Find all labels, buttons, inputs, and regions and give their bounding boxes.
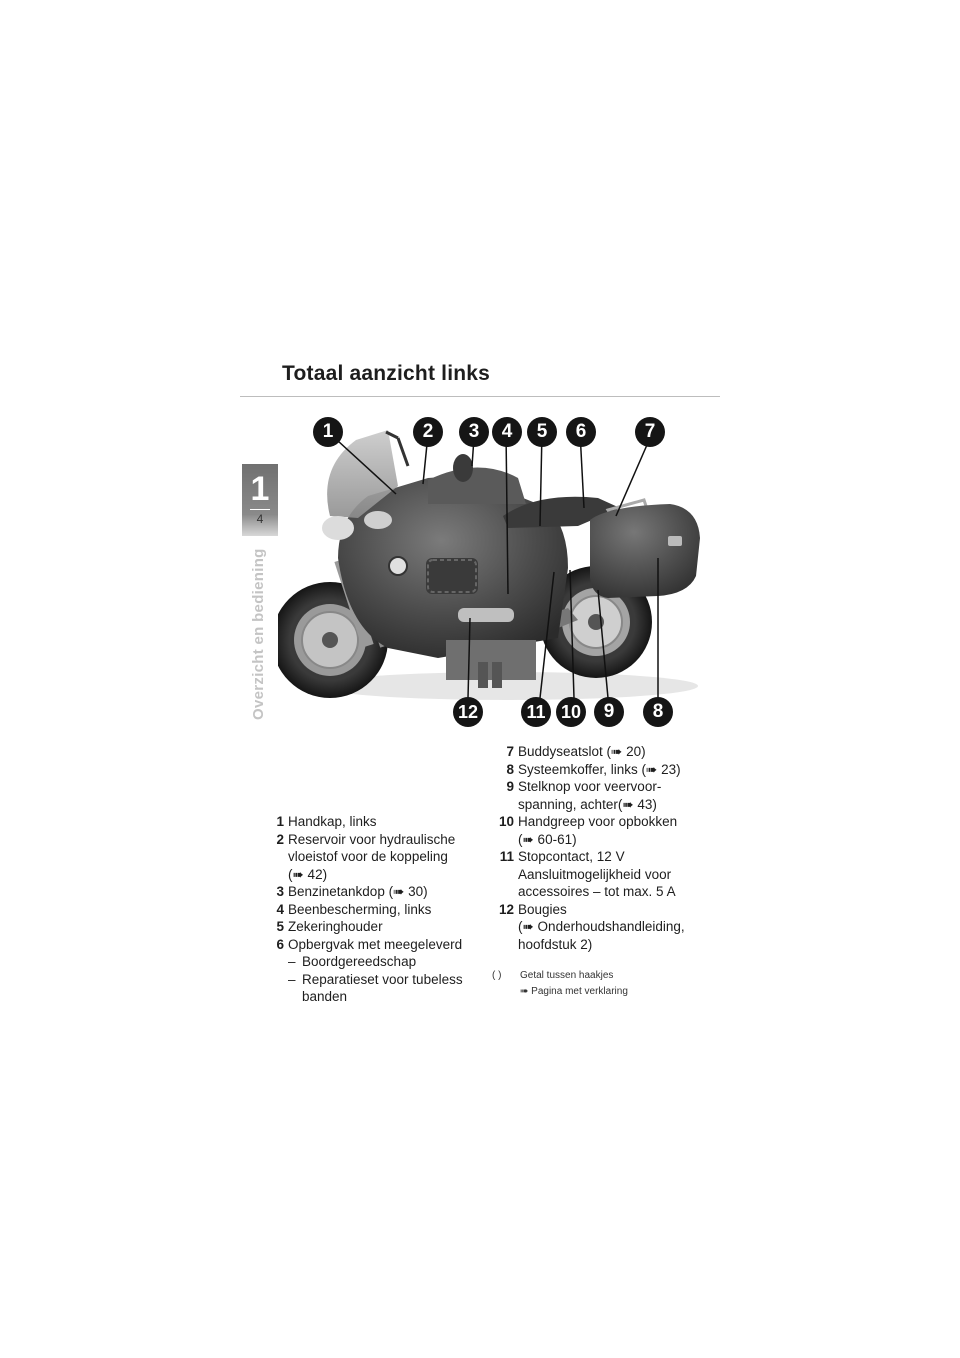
legend-item bbox=[258, 901, 488, 919]
legend-item bbox=[258, 831, 488, 884]
legend-item bbox=[488, 743, 724, 761]
legend-number: 1 bbox=[276, 814, 284, 829]
chapter-divider bbox=[250, 509, 270, 510]
legend-line: vloeistof voor de koppeling bbox=[288, 849, 448, 864]
motorcycle-photo bbox=[278, 408, 718, 726]
legend-left bbox=[258, 813, 488, 1006]
legend-line: Opbergvak met meegeleverd bbox=[288, 936, 463, 952]
legend-line: Handkap, links bbox=[288, 814, 377, 829]
legend-line: Aansluitmogelijkheid voor bbox=[518, 866, 672, 882]
callout-badge-10: 10 bbox=[556, 697, 586, 727]
legend-number: 5 bbox=[276, 919, 284, 934]
legend-line: Boordgereedschap bbox=[302, 954, 417, 969]
legend-item bbox=[488, 761, 724, 779]
legend-line: Bougies bbox=[518, 901, 567, 917]
legend-line: Stopcontact, 12 V bbox=[518, 849, 625, 864]
callout-badge-9: 9 bbox=[594, 697, 624, 727]
legend-line: banden bbox=[302, 989, 348, 1004]
legend-line: Zekeringhouder bbox=[288, 919, 383, 934]
note-paren bbox=[492, 968, 722, 984]
legend-number: 4 bbox=[276, 901, 284, 917]
legend-line: spanning, achter(➠ 43) bbox=[518, 796, 657, 812]
arrow-note-text: Pagina met verklaring bbox=[531, 986, 628, 997]
legend-line: accessoires – tot max. 5 A bbox=[518, 884, 676, 899]
legend-line: (➠ Onderhoudshandleiding, bbox=[518, 919, 685, 934]
legend-item bbox=[258, 813, 488, 831]
legend-line: hoofdstuk 2) bbox=[518, 936, 593, 952]
legend-number: 9 bbox=[506, 779, 514, 794]
legend-number: 2 bbox=[276, 831, 284, 847]
legend-subitem bbox=[288, 953, 488, 971]
legend-number: 11 bbox=[499, 849, 514, 864]
legend-line: Systeemkoffer, links (➠ 23) bbox=[518, 761, 681, 777]
legend-item bbox=[258, 883, 488, 901]
title-divider bbox=[240, 396, 720, 397]
callout-badge-12: 12 bbox=[453, 697, 483, 727]
legend-number: 6 bbox=[276, 936, 284, 952]
legend-line: Buddyseatslot (➠ 20) bbox=[518, 744, 646, 759]
legend-line: Beenbescherming, links bbox=[288, 901, 432, 917]
legend-number: 10 bbox=[498, 814, 514, 829]
legend-number: 8 bbox=[506, 761, 514, 777]
legend-number: 3 bbox=[276, 884, 284, 899]
arrow-icon: ➠ bbox=[520, 986, 529, 997]
page-title: Totaal aanzicht links bbox=[282, 362, 491, 385]
callout-badge-6: 6 bbox=[566, 417, 596, 447]
chapter-tab bbox=[242, 464, 278, 536]
callout-badge-3: 3 bbox=[459, 417, 489, 447]
paren-symbol: ( ) bbox=[492, 970, 502, 981]
legend-number: 12 bbox=[498, 901, 514, 917]
legend-line: Benzinetankdop (➠ 30) bbox=[288, 884, 428, 899]
legend-dash: – bbox=[288, 971, 296, 987]
legend-item bbox=[488, 813, 724, 848]
legend-number: 7 bbox=[506, 744, 514, 759]
legend-item bbox=[488, 901, 724, 954]
legend-line: (➠ 60-61) bbox=[518, 831, 577, 847]
legend-item bbox=[258, 936, 488, 1006]
legend-item bbox=[488, 778, 724, 813]
callout-badge-4: 4 bbox=[492, 417, 522, 447]
callout-badge-7: 7 bbox=[635, 417, 665, 447]
callout-badge-1: 1 bbox=[313, 417, 343, 447]
note-arrow bbox=[492, 984, 722, 1000]
chapter-vertical-label: Overzicht en bediening bbox=[250, 548, 267, 720]
callout-badge-11: 11 bbox=[521, 697, 551, 727]
legend-item bbox=[488, 848, 724, 901]
system-case bbox=[590, 504, 700, 598]
paren-note-text: Getal tussen haakjes bbox=[520, 970, 614, 981]
page-number: 4 bbox=[256, 512, 264, 526]
legend-dash: – bbox=[288, 954, 296, 969]
legend-subitem bbox=[288, 971, 488, 1006]
legend-line: Reservoir voor hydraulische bbox=[288, 831, 456, 847]
legend-line: Reparatieset voor tubeless bbox=[302, 971, 463, 987]
callout-badge-5: 5 bbox=[527, 417, 557, 447]
legend-item bbox=[258, 918, 488, 936]
legend-notes bbox=[492, 968, 722, 1000]
chapter-number: 1 bbox=[250, 470, 270, 508]
legend-right bbox=[488, 743, 724, 953]
callout-badge-8: 8 bbox=[643, 697, 673, 727]
legend-line: Handgreep voor opbokken bbox=[518, 814, 678, 829]
legend-line: (➠ 42) bbox=[288, 866, 328, 882]
callout-badge-2: 2 bbox=[413, 417, 443, 447]
legend-line: Stelknop voor veervoor- bbox=[518, 779, 662, 794]
